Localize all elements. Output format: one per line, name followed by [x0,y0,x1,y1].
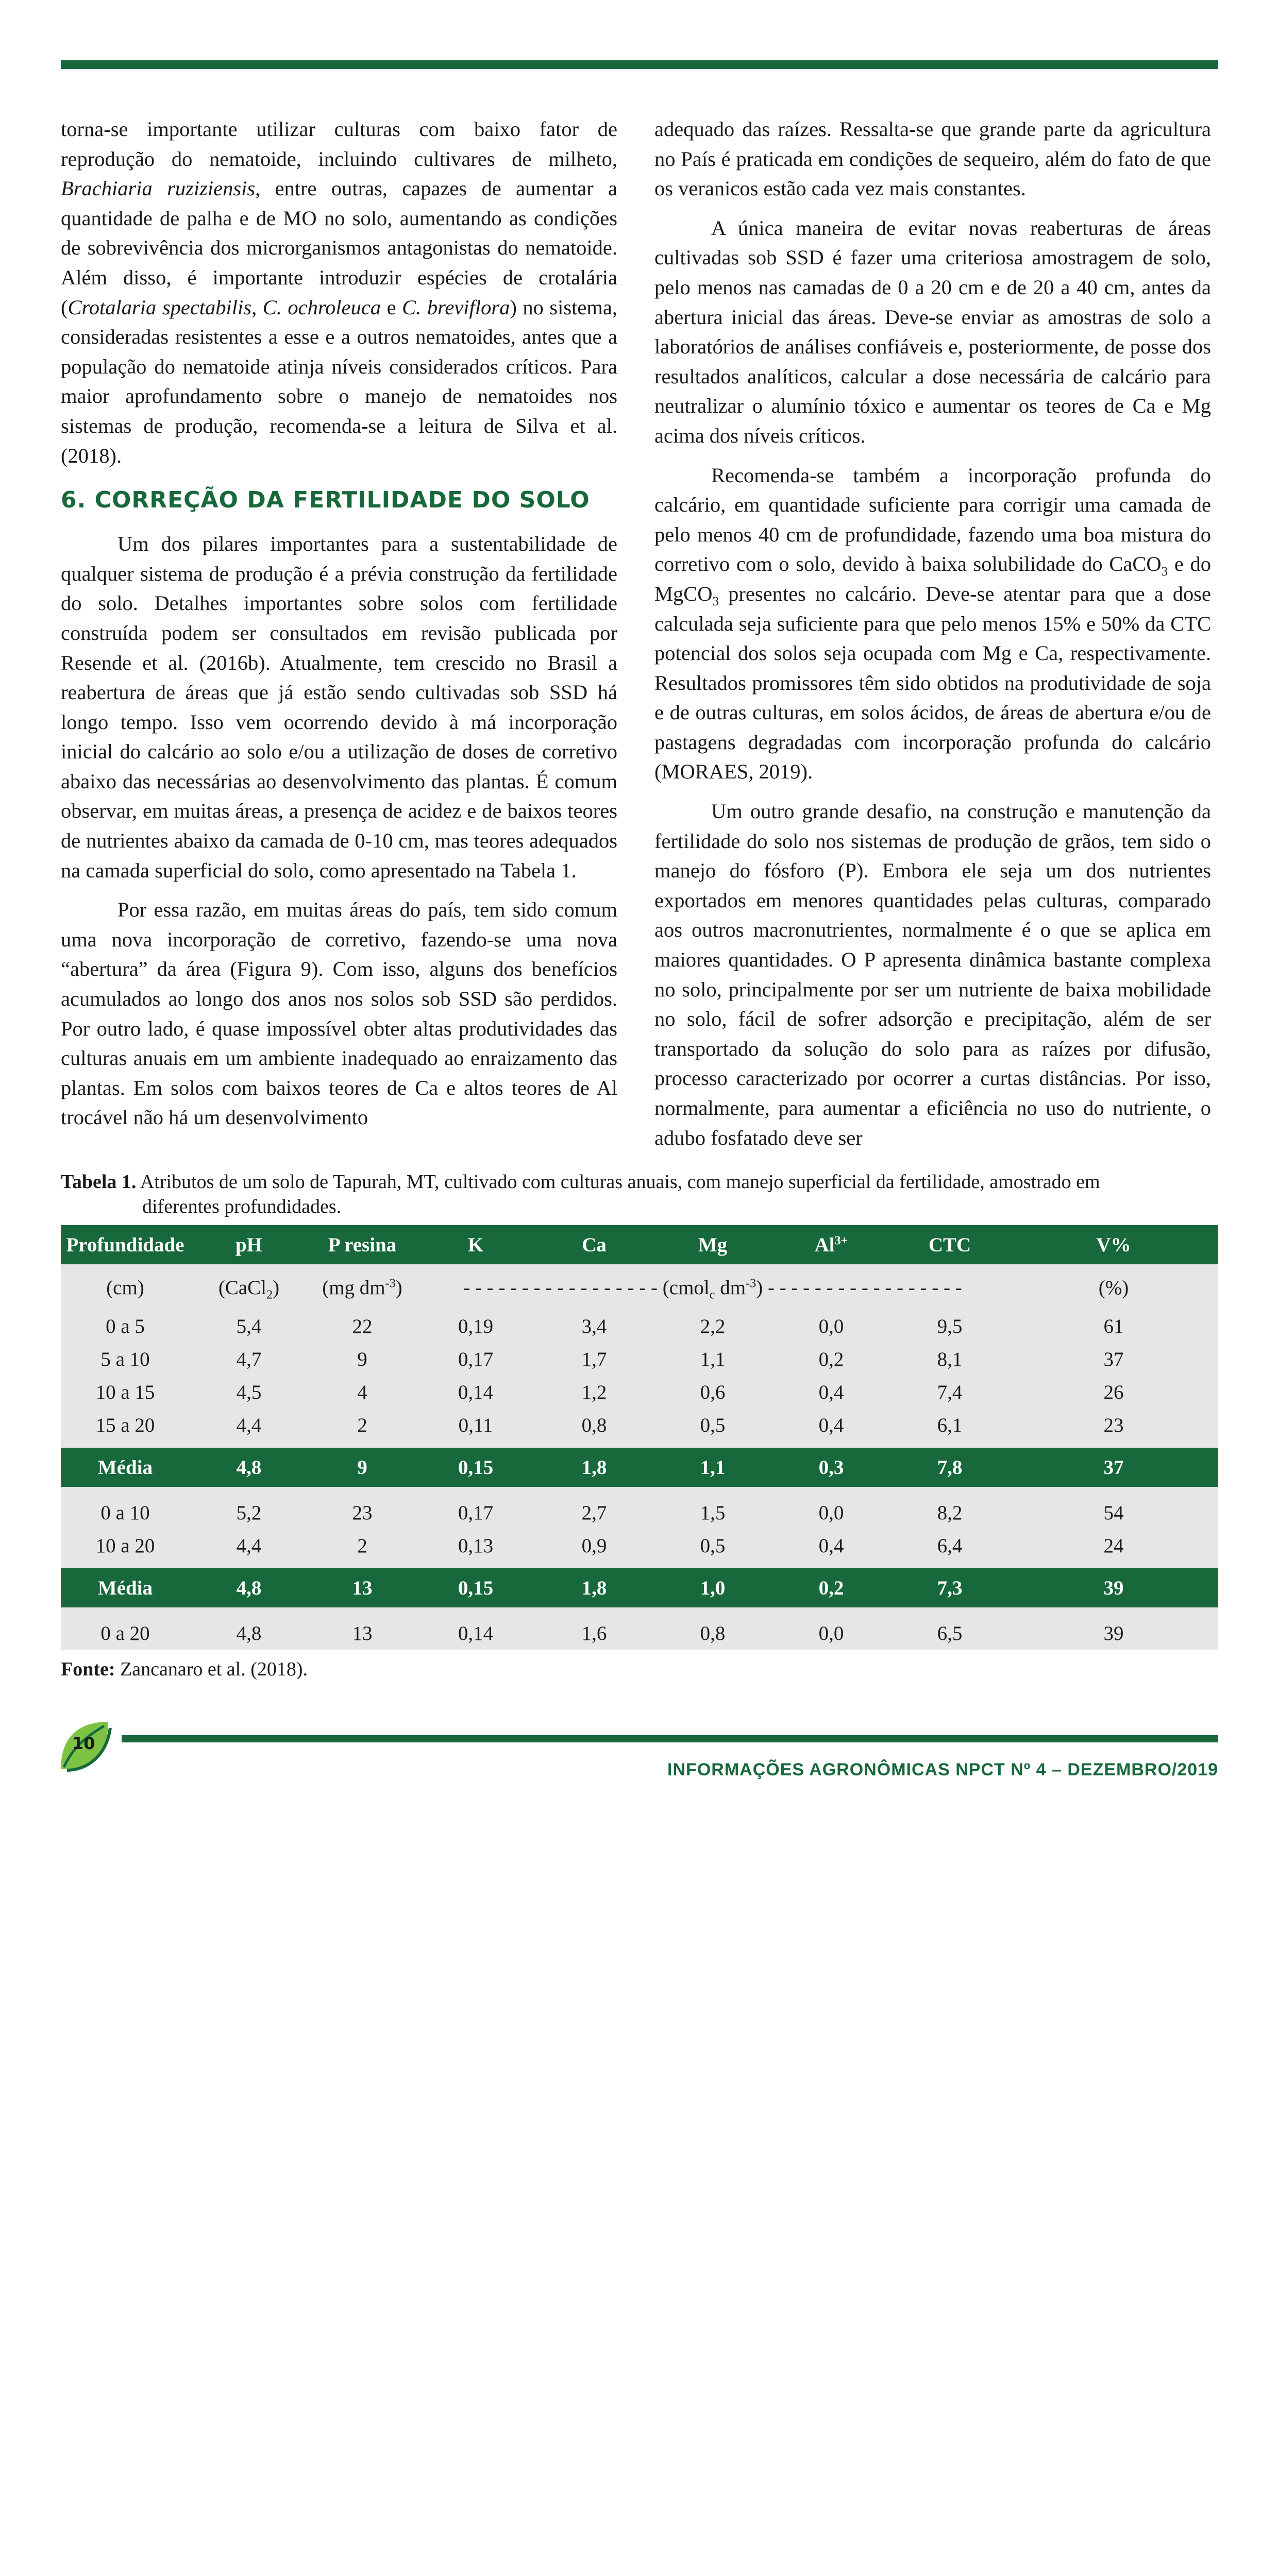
table-cell: 0,0 [818,1501,844,1524]
table-mean-row [61,1448,1218,1487]
table-cell: 2,7 [581,1501,607,1524]
table-cell: 8,1 [937,1348,963,1370]
table-cell: 0,3 [772,1448,890,1487]
table-cell: 0,15 [416,1448,535,1487]
table-mean-row [61,1568,1218,1607]
table-cell: 6,1 [937,1414,963,1436]
table-cell: 0 a 20 [100,1622,150,1645]
paragraph-raizes: adequado das raízes. Ressalta-se que grande parte da agricultura no País é praticada em condições de sequeiro, além do fato de que os veranicos estão cada vez mais constantes. [654,117,1211,200]
header-ph: pH [190,1225,308,1264]
table-cell: 4,8 [236,1622,262,1645]
header-presina: P resina [308,1225,416,1264]
header-ctc: CTC [890,1225,1009,1264]
table-cell: 61 [1103,1315,1124,1337]
table-row [61,1343,1218,1376]
table-cell: 2 [357,1534,367,1557]
soil-attributes-table [61,1225,1218,1650]
table-row-gap [61,1562,1218,1568]
table-cell: 0,17 [458,1501,494,1524]
header-profundidade: Profundidade [61,1225,190,1264]
paragraph-fosforo: Um outro grande desafio, na construção e manutenção da fertilidade do solo nos sistemas de produção de grãos, tem sido o manejo do fósforo (P). Embora ele seja um dos nutrientes exportados em menores quantidades pelas culturas, comparado aos outros macronutrientes, normalmente é o que se aplica em maiores quantidades. O P apresenta dinâmica bastante complexa no solo, principalmente por ser um nutriente de baixa mobilidade no solo, fácil de sofrer adsorção e precipitação, além de ser transportado da solução do solo para as raízes por difusão, processo caracterizado por ocorrer a curtas distâncias. Por isso, normalmente, para aumentar a eficiência no uso do nutriente, o adubo fosfatado deve ser [654,800,1211,1149]
table-cell: 10 a 15 [95,1381,155,1403]
table-row-gap [61,1607,1218,1614]
table-row [61,1614,1218,1650]
table-cell: 13 [308,1568,416,1607]
table-cell: 4,8 [190,1448,308,1487]
table-cell: 0,2 [818,1348,844,1370]
header-al: $Al^{3+}$ [772,1225,890,1264]
table-cell: 0,0 [818,1315,844,1337]
table-cell: 0,8 [581,1414,607,1436]
header-ca: Ca [535,1225,653,1264]
table-cell: 0,14 [458,1622,494,1645]
table-cell: 26 [1103,1381,1124,1403]
table-cell: 1,7 [581,1348,607,1370]
table-cell: 0,14 [458,1381,494,1403]
table-cell: 0,2 [772,1568,890,1607]
table-cell: 13 [352,1622,373,1645]
table-cell: 7,3 [890,1568,1009,1607]
table-cell: 37 [1103,1348,1124,1370]
paragraph-pilares: Um dos pilares importantes para a sustentabilidade de qualquer sistema de produção é a prévia construção da fertilidade do solo. Detalhes importantes sobre solos com fertilidade construída podem ser consultados em revisão publicada por Resende et al. (2016b). Atualmente, tem crescido no Brasil a reabertura de áreas que já estão sendo cultivadas sob SSD há longo tempo. Isso vem ocorrendo devido à má incorporação inicial do calcário ao solo e/ou a utilização de doses de corretivo abaixo das necessárias ao desenvolvimento das plantas. É comum observar, em muitas áreas, a presença de acidez e de baixos teores de nutrientes abaixo da camada de 0-10 cm, mas teores adequados na camada superficial do solo, como apresentado na Tabela 1. [61,532,617,882]
table-cell: 5,2 [236,1501,262,1524]
table-cell: 7,8 [890,1448,1009,1487]
table-cell: Média [61,1568,190,1607]
table-cell: 39 [1103,1622,1124,1645]
top-rule [61,60,1218,69]
table-cell: 0,4 [818,1534,844,1557]
table-row [61,1307,1218,1343]
table-cell: 0,15 [416,1568,535,1607]
table-cell: 4 [357,1381,367,1403]
table-cell: 9 [357,1348,367,1370]
table-row-gap [61,1487,1218,1493]
table-cell: 0,9 [581,1534,607,1557]
table-row-gap [61,1442,1218,1448]
table-cell: 0 a 10 [100,1501,150,1524]
table-cell: 0,6 [700,1381,726,1403]
footer-title: INFORMAÇÕES AGRONÔMICAS NPCT Nº 4 – DEZEMBRO/2019 [667,1760,1218,1780]
table-cell: 6,5 [937,1622,963,1645]
table-header-row [61,1225,1218,1264]
table-cell: 0,5 [700,1534,726,1557]
table-cell: 1,5 [700,1501,726,1524]
table-cell: 2,2 [700,1315,726,1337]
table-cell: 1,6 [581,1622,607,1645]
page-number: 10 [72,1734,95,1753]
table-cell: 1,8 [535,1448,653,1487]
table-cell: 15 a 20 [95,1414,155,1436]
table-cell: 0,0 [818,1622,844,1645]
table-units-row: (cm) (CaCl$_2$) (mg $dm^{-3}$) - - - - - - - - - - - - - - - - - (cmol$_c$ $dm^{-3}$) - - - - - - - - - - - - - - - - - (%) [106,1276,1129,1301]
table-cell: 4,4 [236,1534,262,1557]
table-cell: 22 [352,1315,373,1337]
table-cell: 1,2 [581,1381,607,1403]
table-row [61,1529,1218,1562]
table-cell: 23 [1103,1414,1124,1436]
table-cell: 1,1 [700,1348,726,1370]
table-cell: Média [61,1448,190,1487]
table-cell: 4,8 [190,1568,308,1607]
table-row [61,1376,1218,1409]
table-cell: 23 [352,1501,373,1524]
table-cell: 0,8 [700,1622,726,1645]
table-caption: Tabela 1. Atributos de um solo de Tapurah, MT, cultivado com culturas anuais, com manejo superficial da fertilidade, amostrado em diferentes profundidades. [61,1171,1100,1217]
table-cell: 2 [357,1414,367,1436]
table-cell: 1,0 [653,1568,772,1607]
table-cell: 0 a 5 [106,1315,145,1337]
table-cell: 0,4 [818,1414,844,1436]
header-v: V% [1009,1225,1218,1264]
table-cell: 0,4 [818,1381,844,1403]
table-cell: 7,4 [937,1381,963,1403]
table-row [61,1409,1218,1442]
table-cell: 0,13 [458,1534,494,1557]
table-cell: 1,8 [535,1568,653,1607]
header-k: K [416,1225,535,1264]
table-cell: 54 [1103,1501,1124,1524]
table-cell: 37 [1009,1448,1218,1487]
table-cell: 10 a 20 [95,1534,155,1557]
table-cell: 5 a 10 [100,1348,150,1370]
section-heading: 6. CORREÇÃO DA FERTILIDADE DO SOLO [61,487,590,514]
table-row [61,1493,1218,1529]
caption-label: Tabela 1. [61,1171,137,1193]
table-cell: 39 [1009,1568,1218,1607]
table-cell: 5,4 [236,1315,262,1337]
table-cell: 4,7 [236,1348,262,1370]
table-cell: 24 [1103,1534,1124,1557]
right-column [654,114,1211,1162]
table-source: Fonte: Zancanaro et al. (2018). [61,1658,308,1680]
table-cell: 0,17 [458,1348,494,1370]
table-cell: 9 [308,1448,416,1487]
table-cell: 8,2 [937,1501,963,1524]
table-cell: 3,4 [581,1315,607,1337]
table-cell: 1,1 [653,1448,772,1487]
bottom-rule [122,1735,1218,1742]
table-cell: 0,19 [458,1315,494,1337]
table-cell: 4,5 [236,1381,262,1403]
header-mg: Mg [653,1225,772,1264]
table-cell: 9,5 [937,1315,963,1337]
paragraph-nematoide: torna-se importante utilizar culturas com baixo fator de reprodução do nematoide, incluindo cultivares de milheto, Brachiaria ruziziensis, entre outras, capazes de aumentar a quantidade de palha e de MO no solo, aumentando as condições de sobrevivência dos microrganismos antagonistas do nematoide. Além disso, é importante introduzir espécies de crotalária (Crotalaria spectabilis, C. ochroleuca e C. breviflora) no sistema, consideradas resistentes a esse e a outros nematoides, antes que a população do nematoide atinja níveis considerados críticos. Para maior aprofundamento sobre o manejo de nematoides nos sistemas de produção, recomenda-se a leitura de Silva et al. (2018). [61,117,617,467]
left-column [61,114,617,1142]
table-cell: 0,11 [458,1414,493,1436]
table-cell: 4,4 [236,1414,262,1436]
paragraph-por-essa-razao: Por essa razão, em muitas áreas do país, tem sido comum uma nova incorporação de corretivo, fazendo-se uma nova “abertura” da área (Figura 9). Com isso, alguns dos benefícios acumulados ao longo dos anos nos solos sob SSD são perdidos. Por outro lado, é quase impossível obter altas produtividades das culturas anuais em um ambiente inadequado ao enraizamento das plantas. Em solos com baixos teores de Ca e altos teores de Al trocável não há um desenvolvimento [61,898,617,1129]
paragraph-amostragem: A única maneira de evitar novas reaberturas de áreas cultivadas sob SSD é fazer uma criteriosa amostragem de solo, pelo menos nas camadas de 0 a 20 cm e de 20 a 40 cm, antes da abertura inicial das áreas. Deve-se enviar as amostras de solo a laboratórios de análises confiáveis e, posteriormente, de posse dos resultados analíticos, calcular a dose necessária de calcário para neutralizar o alumínio tóxico e aumentar os teores de Ca e Mg acima dos níveis críticos. [654,216,1211,447]
paragraph-incorporacao: Recomenda-se também a incorporação profunda do calcário, em quantidade suficiente para corrigir uma camada de pelo menos 40 cm de profundidade, fazendo uma boa mistura do corretivo com o solo, devido à baixa solubilidade do CaCO$_3$ e do MgCO$_3$ presentes no calcário. Deve-se atentar para que a dose calculada seja suficiente para que pelo menos 15% e 50% da CTC potencial dos solos seja ocupada com Mg e Ca, respectivamente. Resultados promissores têm sido obtidos na produtividade de soja e de outras culturas, em solos ácidos, de áreas de abertura e/ou de pastagens degradadas com incorporação profunda do calcário (MORAES, 2019). [654,463,1211,784]
table-cell: 0,5 [700,1414,726,1436]
table-cell: 6,4 [937,1534,963,1557]
table-body [61,1307,1218,1650]
